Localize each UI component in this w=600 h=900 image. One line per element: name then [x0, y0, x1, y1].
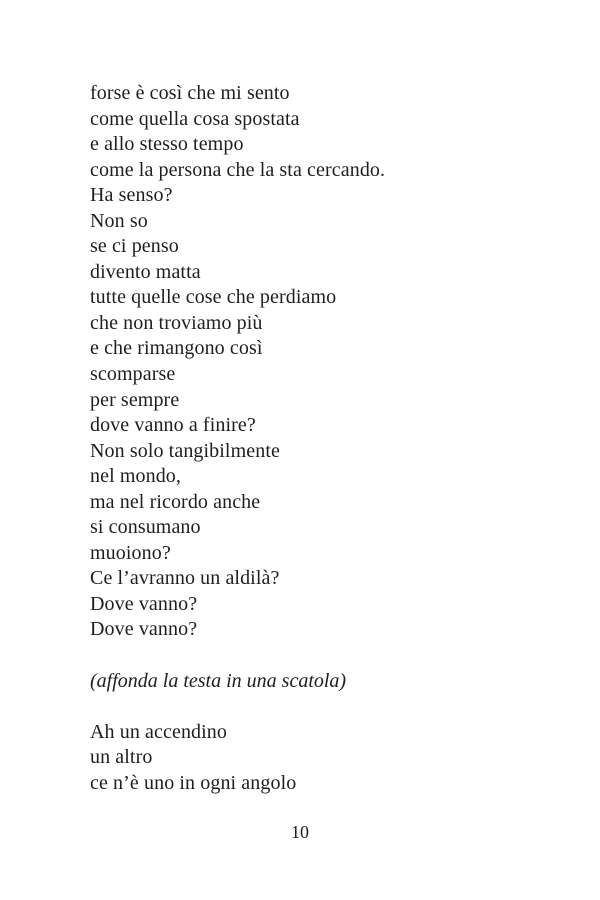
- poem-line: Dove vanno?: [90, 592, 198, 615]
- poem-block: [90, 81, 560, 796]
- poem-line: come la persona che la sta cercando.: [90, 158, 386, 181]
- poem-line: Ce l’avranno un aldilà?: [90, 567, 280, 590]
- poem-line: scomparse: [90, 363, 176, 386]
- poem-line: e che rimangono così: [90, 337, 263, 360]
- poem-line: Dove vanno?: [90, 618, 198, 641]
- poem-line: ma nel ricordo anche: [90, 490, 261, 513]
- poem-line: muoiono?: [90, 541, 171, 564]
- poem-line: divento matta: [90, 260, 201, 283]
- poem-line: come quella cosa spostata: [90, 107, 300, 130]
- poem-line: Non solo tangibilmente: [90, 439, 280, 462]
- poem-line: per sempre: [90, 388, 180, 411]
- poem-line: tutte quelle cose che perdiamo: [90, 286, 337, 309]
- poem-line: si consumano: [90, 516, 201, 539]
- poem-line: che non troviamo più: [90, 311, 263, 334]
- poem-line: forse è così che mi sento: [90, 82, 290, 104]
- stage-direction: (affonda la testa in una scatola): [90, 669, 347, 692]
- poem-line: ce n’è uno in ogni angolo: [90, 771, 297, 794]
- poem-line: e allo stesso tempo: [90, 133, 244, 156]
- poem-line: se ci penso: [90, 235, 179, 258]
- stanza-2: [90, 720, 560, 797]
- poem-line: un altro: [90, 746, 153, 769]
- poem-line: dove vanno a finire?: [90, 414, 256, 437]
- page-number: 10: [291, 822, 309, 842]
- poem-line: Ah un accendino: [90, 720, 228, 743]
- poem-line: Non so: [90, 209, 148, 232]
- poem-line: Ha senso?: [90, 184, 173, 207]
- poem-line: nel mondo,: [90, 465, 181, 488]
- stanza-1: [90, 81, 560, 643]
